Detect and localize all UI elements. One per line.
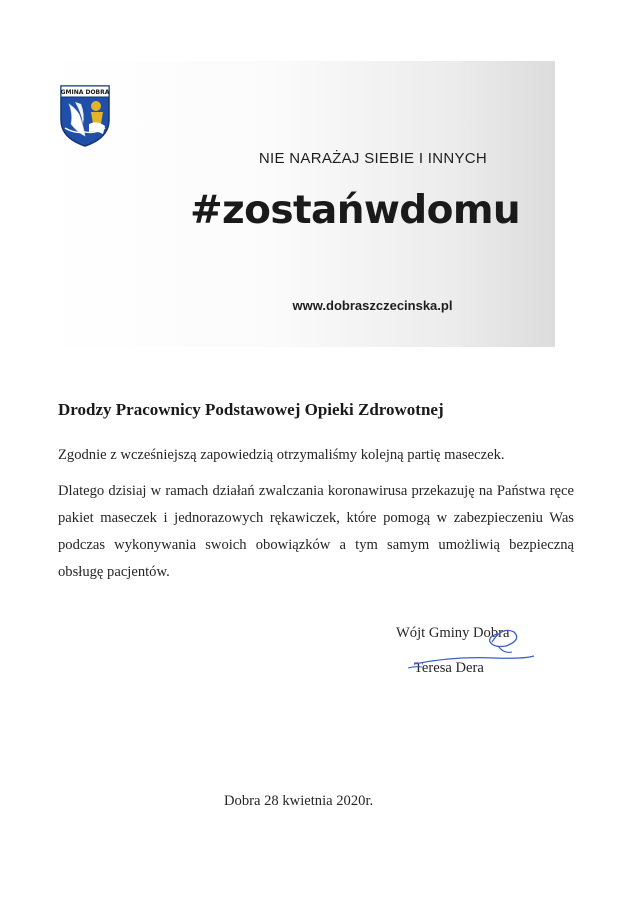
header-banner [43, 61, 555, 347]
slogan-text: NIE NARAŻAJ SIEBIE I INNYCH [258, 150, 488, 167]
letter-paragraph-2: Dlatego dzisiaj w ramach działań zwalczania koronawirusa przekazuję na Państwa ręce pakiet maseczek i jednorazowych rękawiczek, które pomogą w zabezpieczeniu Was podczas wykonywania swoich obowiązków a tym samym umożliwią bezpieczną obsługę pacjentów. [58, 483, 574, 580]
signer-title: Wójt Gminy Dobra [396, 625, 510, 641]
letter-paragraph-1: Zgodnie z wcześniejszą zapowiedzią otrzymaliśmy kolejną partię maseczek. [58, 447, 505, 463]
letter-salutation: Drodzy Pracownicy Podstawowej Opieki Zdrowotnej [58, 400, 444, 419]
crest-label: GMINA DOBRA [60, 89, 110, 97]
date-line: Dobra 28 kwietnia 2020r. [224, 793, 374, 809]
signer-name: Teresa Dera [414, 660, 484, 676]
hashtag-heading: #zostańwdomu [189, 188, 521, 233]
crest-emblem [59, 84, 111, 148]
website-link[interactable]: www.dobraszczecinska.pl [292, 298, 453, 313]
handwritten-signature [394, 612, 544, 678]
